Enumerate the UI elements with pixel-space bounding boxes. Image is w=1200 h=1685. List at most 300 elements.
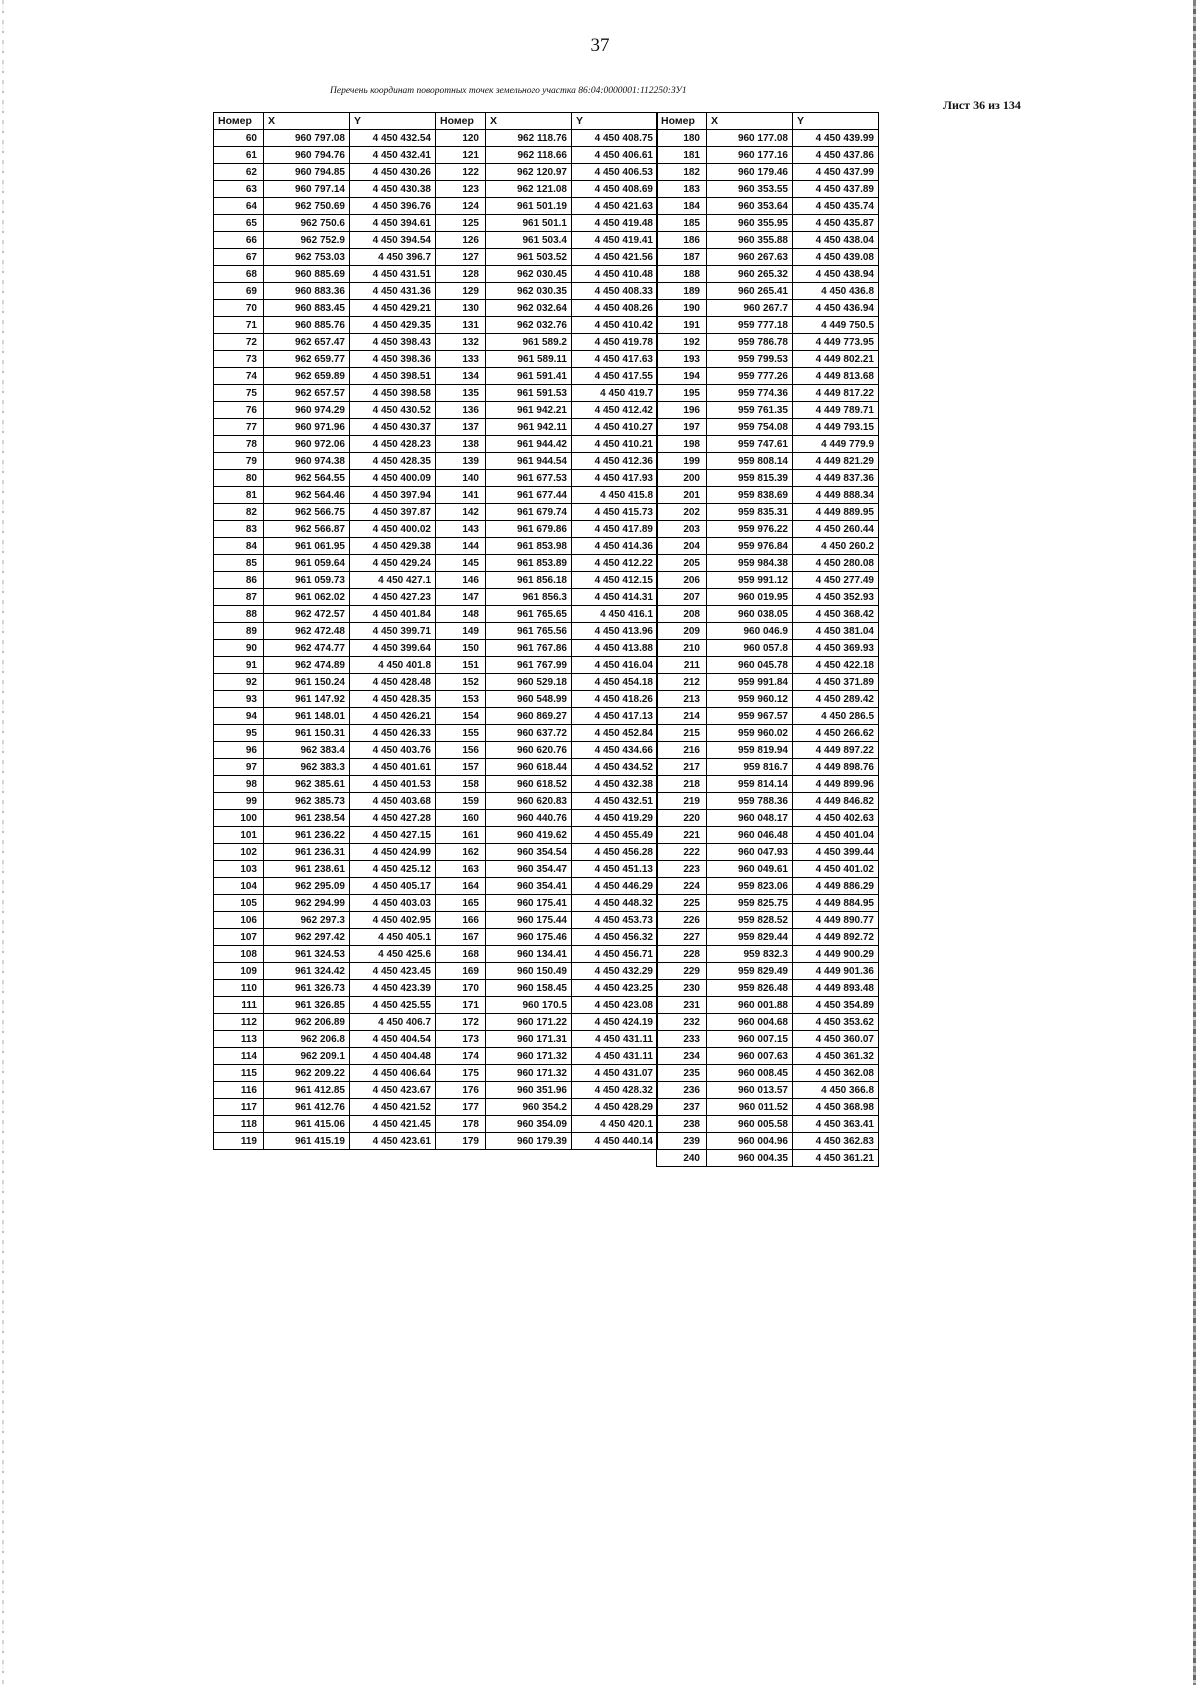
coord-y-cell: 4 450 427.15	[350, 827, 436, 844]
table-row	[657, 623, 879, 640]
coord-x-cell: 961 944.54	[486, 453, 572, 470]
point-number-cell: 103	[214, 861, 264, 878]
coord-x-cell: 959 799.53	[707, 351, 793, 368]
table-row	[214, 691, 436, 708]
table-row	[436, 521, 658, 538]
point-number-cell: 87	[214, 589, 264, 606]
coord-y-cell: 4 450 398.58	[350, 385, 436, 402]
coord-x-cell: 960 618.52	[486, 776, 572, 793]
point-number-cell: 94	[214, 708, 264, 725]
coord-y-cell: 4 450 423.45	[350, 963, 436, 980]
point-number-cell: 93	[214, 691, 264, 708]
table-row	[214, 640, 436, 657]
coord-x-cell: 962 032.64	[486, 300, 572, 317]
coord-x-cell: 960 440.76	[486, 810, 572, 827]
coord-y-cell: 4 450 397.87	[350, 504, 436, 521]
table-row	[657, 861, 879, 878]
coord-x-cell: 959 774.36	[707, 385, 793, 402]
coord-y-cell: 4 450 429.38	[350, 538, 436, 555]
table-row	[214, 946, 436, 963]
coord-x-cell: 959 788.36	[707, 793, 793, 810]
coord-y-cell: 4 450 418.26	[572, 691, 658, 708]
coord-y-cell: 4 450 431.11	[572, 1031, 658, 1048]
coord-y-cell: 4 450 419.78	[572, 334, 658, 351]
coord-y-cell: 4 450 437.89	[793, 181, 879, 198]
coord-x-cell: 962 118.66	[486, 147, 572, 164]
coord-x-cell: 960 797.14	[264, 181, 350, 198]
table-row	[657, 640, 879, 657]
coord-y-cell: 4 450 429.21	[350, 300, 436, 317]
table-row	[436, 504, 658, 521]
point-number-cell: 204	[657, 538, 707, 555]
coord-y-cell: 4 450 414.36	[572, 538, 658, 555]
table-row	[657, 929, 879, 946]
point-number-cell: 177	[436, 1099, 486, 1116]
table-row	[214, 419, 436, 436]
table-row	[214, 317, 436, 334]
table-row	[657, 300, 879, 317]
table-row	[657, 436, 879, 453]
point-number-cell: 133	[436, 351, 486, 368]
table-row	[436, 810, 658, 827]
coord-y-cell: 4 450 260.2	[793, 538, 879, 555]
table-row	[214, 606, 436, 623]
coord-y-cell: 4 450 412.36	[572, 453, 658, 470]
point-number-cell: 113	[214, 1031, 264, 1048]
point-number-cell: 134	[436, 368, 486, 385]
coord-x-cell: 961 942.21	[486, 402, 572, 419]
coord-x-cell: 962 752.9	[264, 232, 350, 249]
coord-x-cell: 961 238.54	[264, 810, 350, 827]
coord-x-cell: 961 679.74	[486, 504, 572, 521]
table-row	[657, 266, 879, 283]
coord-x-cell: 960 134.41	[486, 946, 572, 963]
coord-x-cell: 961 591.41	[486, 368, 572, 385]
coord-y-cell: 4 450 366.8	[793, 1082, 879, 1099]
table-row	[657, 776, 879, 793]
table-row	[214, 997, 436, 1014]
table-row	[436, 606, 658, 623]
point-number-cell: 152	[436, 674, 486, 691]
table-row	[436, 623, 658, 640]
coord-y-cell: 4 449 890.77	[793, 912, 879, 929]
point-number-cell: 119	[214, 1133, 264, 1150]
table-row	[214, 1116, 436, 1133]
coord-y-cell: 4 450 394.61	[350, 215, 436, 232]
table-row	[214, 351, 436, 368]
table-row	[657, 793, 879, 810]
coord-x-cell: 959 838.69	[707, 487, 793, 504]
table-row	[436, 725, 658, 742]
point-number-cell: 114	[214, 1048, 264, 1065]
point-number-cell: 79	[214, 453, 264, 470]
coord-x-cell: 960 045.78	[707, 657, 793, 674]
table-row	[436, 708, 658, 725]
table-row	[657, 1116, 879, 1133]
coord-x-cell: 962 206.8	[264, 1031, 350, 1048]
point-number-cell: 140	[436, 470, 486, 487]
coord-y-cell: 4 450 361.32	[793, 1048, 879, 1065]
coord-x-cell: 959 960.02	[707, 725, 793, 742]
coord-y-cell: 4 450 435.87	[793, 215, 879, 232]
coord-x-cell: 960 265.41	[707, 283, 793, 300]
table-row	[657, 708, 879, 725]
coord-y-cell: 4 450 401.02	[793, 861, 879, 878]
point-number-cell: 198	[657, 436, 707, 453]
coord-y-cell: 4 450 431.36	[350, 283, 436, 300]
table-row	[214, 385, 436, 402]
coordinates-table-1	[213, 112, 436, 1150]
table-row	[436, 419, 658, 436]
point-number-cell: 169	[436, 963, 486, 980]
table-row	[436, 130, 658, 147]
table-row	[214, 572, 436, 589]
coord-y-cell: 4 450 408.26	[572, 300, 658, 317]
table-row	[436, 283, 658, 300]
point-number-cell: 180	[657, 130, 707, 147]
point-number-cell: 238	[657, 1116, 707, 1133]
coord-y-cell: 4 450 369.93	[793, 640, 879, 657]
coord-x-cell: 960 004.96	[707, 1133, 793, 1150]
coord-y-cell: 4 450 368.42	[793, 606, 879, 623]
point-number-cell: 234	[657, 1048, 707, 1065]
coord-x-cell: 961 150.24	[264, 674, 350, 691]
coord-y-cell: 4 450 403.76	[350, 742, 436, 759]
point-number-cell: 131	[436, 317, 486, 334]
coord-x-cell: 960 883.45	[264, 300, 350, 317]
coord-x-cell: 960 013.57	[707, 1082, 793, 1099]
coord-x-cell: 960 529.18	[486, 674, 572, 691]
coord-x-cell: 962 474.89	[264, 657, 350, 674]
table-row	[657, 283, 879, 300]
point-number-cell: 74	[214, 368, 264, 385]
table-row	[436, 674, 658, 691]
coord-y-cell: 4 450 421.63	[572, 198, 658, 215]
table-row	[436, 691, 658, 708]
coord-y-cell: 4 450 417.89	[572, 521, 658, 538]
coord-y-cell: 4 450 432.41	[350, 147, 436, 164]
point-number-cell: 154	[436, 708, 486, 725]
point-number-cell: 75	[214, 385, 264, 402]
table-row	[214, 708, 436, 725]
coord-x-cell: 960 175.44	[486, 912, 572, 929]
coord-y-cell: 4 450 361.21	[793, 1150, 879, 1167]
table-row	[436, 385, 658, 402]
table-row	[436, 402, 658, 419]
coord-y-cell: 4 450 414.31	[572, 589, 658, 606]
point-number-cell: 167	[436, 929, 486, 946]
header-x: X	[707, 113, 793, 130]
coord-y-cell: 4 450 430.38	[350, 181, 436, 198]
coord-x-cell: 960 004.68	[707, 1014, 793, 1031]
table-row	[214, 912, 436, 929]
table-row	[657, 572, 879, 589]
point-number-cell: 130	[436, 300, 486, 317]
coord-y-cell: 4 449 837.36	[793, 470, 879, 487]
point-number-cell: 102	[214, 844, 264, 861]
coord-x-cell: 961 324.53	[264, 946, 350, 963]
table-row	[214, 1065, 436, 1082]
point-number-cell: 176	[436, 1082, 486, 1099]
coord-x-cell: 960 150.49	[486, 963, 572, 980]
coord-x-cell: 960 171.32	[486, 1048, 572, 1065]
point-number-cell: 69	[214, 283, 264, 300]
table-row	[436, 232, 658, 249]
table-row	[436, 198, 658, 215]
header-y: Y	[350, 113, 436, 130]
point-number-cell: 147	[436, 589, 486, 606]
coord-x-cell: 962 657.57	[264, 385, 350, 402]
coord-x-cell: 961 238.61	[264, 861, 350, 878]
coord-y-cell: 4 450 410.27	[572, 419, 658, 436]
point-number-cell: 80	[214, 470, 264, 487]
table-row	[657, 878, 879, 895]
table-row	[436, 980, 658, 997]
point-number-cell: 143	[436, 521, 486, 538]
table-row	[436, 912, 658, 929]
table-row	[214, 810, 436, 827]
coord-y-cell: 4 450 352.93	[793, 589, 879, 606]
coord-y-cell: 4 449 817.22	[793, 385, 879, 402]
coord-x-cell: 961 853.98	[486, 538, 572, 555]
table-row	[436, 997, 658, 1014]
point-number-cell: 164	[436, 878, 486, 895]
table-row	[436, 164, 658, 181]
coord-x-cell: 960 049.61	[707, 861, 793, 878]
coord-x-cell: 961 942.11	[486, 419, 572, 436]
coord-x-cell: 961 767.86	[486, 640, 572, 657]
table-row	[214, 1014, 436, 1031]
table-row	[657, 810, 879, 827]
point-number-cell: 101	[214, 827, 264, 844]
coord-y-cell: 4 450 396.76	[350, 198, 436, 215]
coord-x-cell: 960 620.83	[486, 793, 572, 810]
coord-x-cell: 961 415.06	[264, 1116, 350, 1133]
point-number-cell: 120	[436, 130, 486, 147]
coord-x-cell: 961 677.53	[486, 470, 572, 487]
coord-x-cell: 962 750.69	[264, 198, 350, 215]
point-number-cell: 108	[214, 946, 264, 963]
point-number-cell: 151	[436, 657, 486, 674]
coord-y-cell: 4 449 897.22	[793, 742, 879, 759]
table-row	[657, 198, 879, 215]
point-number-cell: 112	[214, 1014, 264, 1031]
point-number-cell: 175	[436, 1065, 486, 1082]
table-row	[657, 487, 879, 504]
point-number-cell: 139	[436, 453, 486, 470]
coord-y-cell: 4 450 430.26	[350, 164, 436, 181]
coord-y-cell: 4 450 289.42	[793, 691, 879, 708]
coord-y-cell: 4 450 406.53	[572, 164, 658, 181]
coord-x-cell: 960 618.44	[486, 759, 572, 776]
table-row	[436, 1065, 658, 1082]
point-number-cell: 68	[214, 266, 264, 283]
coord-x-cell: 959 808.14	[707, 453, 793, 470]
coord-x-cell: 960 265.32	[707, 266, 793, 283]
coord-y-cell: 4 450 260.44	[793, 521, 879, 538]
point-number-cell: 217	[657, 759, 707, 776]
table-row	[214, 793, 436, 810]
table-header-row	[214, 113, 436, 130]
coord-x-cell: 959 814.14	[707, 776, 793, 793]
coord-x-cell: 959 991.84	[707, 674, 793, 691]
point-number-cell: 125	[436, 215, 486, 232]
coord-y-cell: 4 449 888.34	[793, 487, 879, 504]
table-row	[214, 589, 436, 606]
coord-y-cell: 4 450 432.29	[572, 963, 658, 980]
table-row	[436, 470, 658, 487]
coord-x-cell: 962 472.57	[264, 606, 350, 623]
coord-x-cell: 960 046.48	[707, 827, 793, 844]
point-number-cell: 188	[657, 266, 707, 283]
coord-y-cell: 4 450 422.18	[793, 657, 879, 674]
coord-y-cell: 4 450 425.55	[350, 997, 436, 1014]
coord-y-cell: 4 450 404.54	[350, 1031, 436, 1048]
point-number-cell: 95	[214, 725, 264, 742]
table-row	[214, 266, 436, 283]
coord-y-cell: 4 450 432.54	[350, 130, 436, 147]
table-row	[436, 181, 658, 198]
coord-x-cell: 961 061.95	[264, 538, 350, 555]
coord-y-cell: 4 450 363.41	[793, 1116, 879, 1133]
table-row	[214, 538, 436, 555]
coord-x-cell: 960 158.45	[486, 980, 572, 997]
coord-y-cell: 4 450 419.29	[572, 810, 658, 827]
table-row	[214, 1133, 436, 1150]
point-number-cell: 185	[657, 215, 707, 232]
point-number-cell: 126	[436, 232, 486, 249]
coord-y-cell: 4 449 773.95	[793, 334, 879, 351]
table-row	[214, 929, 436, 946]
table-row	[214, 232, 436, 249]
coord-x-cell: 959 777.26	[707, 368, 793, 385]
table-row	[436, 1133, 658, 1150]
table-row	[214, 198, 436, 215]
coord-x-cell: 959 829.49	[707, 963, 793, 980]
coord-x-cell: 962 030.35	[486, 283, 572, 300]
coord-y-cell: 4 449 892.72	[793, 929, 879, 946]
coord-y-cell: 4 450 400.02	[350, 521, 436, 538]
table-row	[657, 997, 879, 1014]
page-number: 37	[590, 35, 610, 56]
coord-x-cell: 960 001.88	[707, 997, 793, 1014]
coord-y-cell: 4 450 286.5	[793, 708, 879, 725]
point-number-cell: 149	[436, 623, 486, 640]
table-row	[436, 759, 658, 776]
header-y: Y	[793, 113, 879, 130]
coord-x-cell: 962 032.76	[486, 317, 572, 334]
coord-y-cell: 4 450 456.28	[572, 844, 658, 861]
table-row	[436, 1048, 658, 1065]
coord-x-cell: 959 761.35	[707, 402, 793, 419]
coord-y-cell: 4 450 456.32	[572, 929, 658, 946]
point-number-cell: 82	[214, 504, 264, 521]
coord-y-cell: 4 449 793.15	[793, 419, 879, 436]
coord-x-cell: 961 944.42	[486, 436, 572, 453]
table-row	[214, 657, 436, 674]
coord-y-cell: 4 450 397.94	[350, 487, 436, 504]
point-number-cell: 66	[214, 232, 264, 249]
point-number-cell: 205	[657, 555, 707, 572]
point-number-cell: 178	[436, 1116, 486, 1133]
coord-y-cell: 4 450 429.24	[350, 555, 436, 572]
coord-x-cell: 962 472.48	[264, 623, 350, 640]
table-row	[214, 895, 436, 912]
point-number-cell: 117	[214, 1099, 264, 1116]
coord-x-cell: 960 005.58	[707, 1116, 793, 1133]
coord-x-cell: 959 816.7	[707, 759, 793, 776]
coord-x-cell: 959 960.12	[707, 691, 793, 708]
coord-y-cell: 4 450 401.61	[350, 759, 436, 776]
coord-y-cell: 4 450 432.38	[572, 776, 658, 793]
coord-x-cell: 961 062.02	[264, 589, 350, 606]
table-row	[436, 929, 658, 946]
table-row	[214, 504, 436, 521]
coord-x-cell: 960 171.32	[486, 1065, 572, 1082]
coord-x-cell: 959 823.06	[707, 878, 793, 895]
coord-y-cell: 4 450 430.37	[350, 419, 436, 436]
table-row	[214, 1082, 436, 1099]
coord-x-cell: 961 324.42	[264, 963, 350, 980]
coord-x-cell: 960 267.63	[707, 249, 793, 266]
coord-y-cell: 4 450 404.48	[350, 1048, 436, 1065]
coord-y-cell: 4 450 428.35	[350, 691, 436, 708]
coord-y-cell: 4 450 428.32	[572, 1082, 658, 1099]
table-row	[436, 742, 658, 759]
point-number-cell: 171	[436, 997, 486, 1014]
point-number-cell: 165	[436, 895, 486, 912]
table-row	[657, 504, 879, 521]
coord-y-cell: 4 450 401.04	[793, 827, 879, 844]
point-number-cell: 179	[436, 1133, 486, 1150]
table-row	[436, 776, 658, 793]
coord-y-cell: 4 450 419.48	[572, 215, 658, 232]
coord-y-cell: 4 450 402.95	[350, 912, 436, 929]
coord-y-cell: 4 450 406.7	[350, 1014, 436, 1031]
point-number-cell: 67	[214, 249, 264, 266]
table-row	[436, 453, 658, 470]
coord-y-cell: 4 450 412.15	[572, 572, 658, 589]
point-number-cell: 214	[657, 708, 707, 725]
table-row	[214, 844, 436, 861]
table-row	[436, 368, 658, 385]
point-number-cell: 197	[657, 419, 707, 436]
coord-y-cell: 4 450 408.75	[572, 130, 658, 147]
coord-x-cell: 961 591.53	[486, 385, 572, 402]
table-row	[436, 538, 658, 555]
point-number-cell: 183	[657, 181, 707, 198]
coord-y-cell: 4 450 399.44	[793, 844, 879, 861]
point-number-cell: 191	[657, 317, 707, 334]
coord-x-cell: 961 326.73	[264, 980, 350, 997]
coord-x-cell: 959 967.57	[707, 708, 793, 725]
coord-x-cell: 959 828.52	[707, 912, 793, 929]
point-number-cell: 236	[657, 1082, 707, 1099]
point-number-cell: 98	[214, 776, 264, 793]
point-number-cell: 207	[657, 589, 707, 606]
table-row	[214, 827, 436, 844]
table-row	[436, 844, 658, 861]
table-row	[436, 266, 658, 283]
point-number-cell: 173	[436, 1031, 486, 1048]
coord-x-cell: 960 548.99	[486, 691, 572, 708]
point-number-cell: 237	[657, 1099, 707, 1116]
point-number-cell: 218	[657, 776, 707, 793]
point-number-cell: 203	[657, 521, 707, 538]
coord-x-cell: 960 974.38	[264, 453, 350, 470]
coord-x-cell: 960 177.16	[707, 147, 793, 164]
coord-y-cell: 4 450 432.51	[572, 793, 658, 810]
